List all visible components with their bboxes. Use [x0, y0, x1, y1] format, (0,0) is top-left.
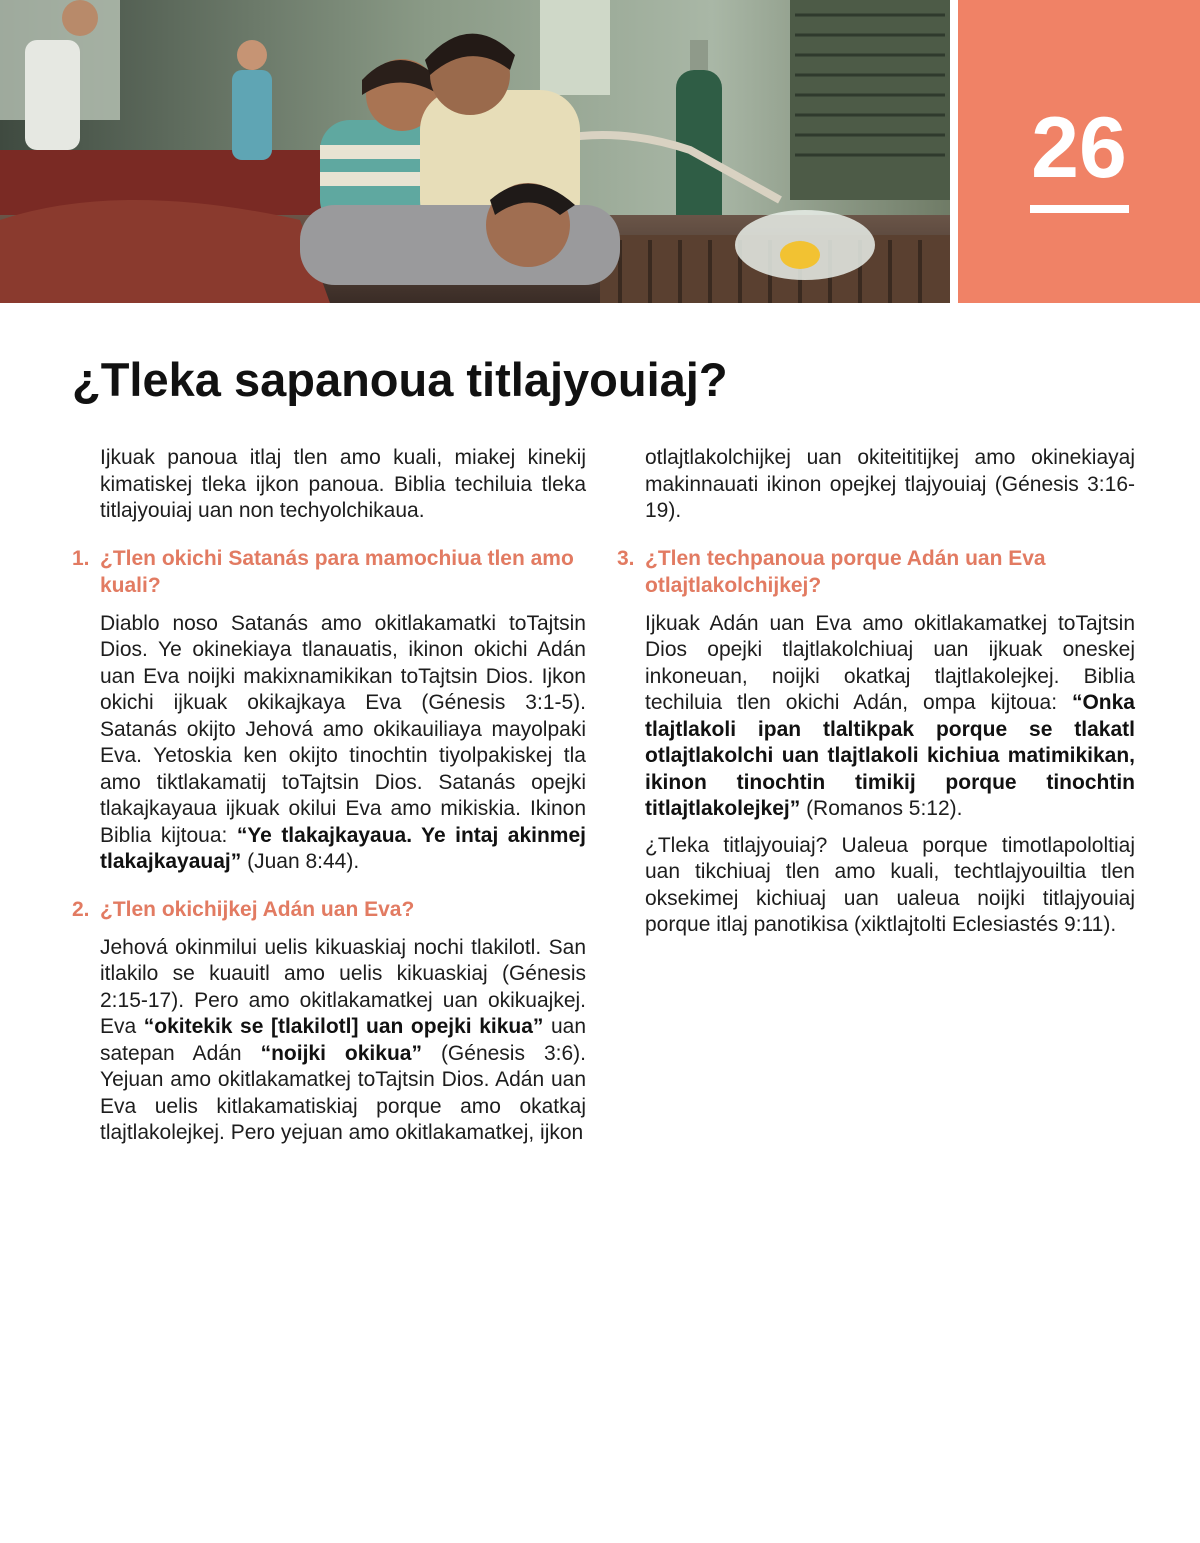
question-text: ¿Tlen okichijkej Adán uan Eva?	[100, 897, 415, 921]
answer-text: (Juan 8:44).	[241, 850, 360, 873]
chapter-rule	[1030, 205, 1129, 213]
question-2	[72, 896, 586, 923]
answer-text: uan satepan Adán	[100, 1015, 586, 1065]
quote-text: “Ye tlakajkayaua. Ye intaj akinmej tlakajkayauaj”	[100, 823, 586, 873]
page-title: ¿Tleka sapanoua titlajyouiaj?	[72, 353, 728, 406]
answer-3-paragraph-2: ¿Tleka titlajyouiaj? Ualeua porque timotlapololtiaj uan tikchiuaj tlen amo kuali, techtlajyouiltia tlen oksekimej kichiuaj uan ualeua noijki titlajyouiaj porque itlaj panotikisa (xiktlajtolti Eclesiastés 9:11).	[645, 833, 1135, 936]
right-column	[617, 445, 1135, 949]
quote-text: “noijki okikua”	[260, 1041, 422, 1065]
answer-2-paragraph	[100, 935, 586, 1147]
quote-text: “Onka tlajtlakoli ipan tlaltikpak porque se tlakatl otlajtlakolchi uan tlajtlakoli kichiua matimikikan, ikinon tinochtin timikij porque tinochtin titlajtlakolejkej”	[645, 691, 1135, 820]
question-number: 2.	[72, 897, 90, 921]
chapter-badge	[958, 0, 1200, 303]
answer-1-paragraph	[100, 611, 586, 876]
question-3	[617, 545, 1135, 599]
answer-text: (Romanos 5:12).	[800, 797, 963, 820]
question-number: 1.	[72, 546, 90, 570]
answer-text: Diablo noso Satanás amo okitlakamatki toTajtsin Dios. Ye okinekiaya tlanauatis, ikinon okichi Adán uan Eva noijki makixnamikikan toTajtsin Dios. Ijkon okichi ijkuak okikajkaya Eva (Génesis 3:1-5). Satanás okijto Jehová amo okikauiliaya mayolpaki Eva. Yetoskia ken okijto tinochtin tiyolpakiskej tla amo tiktlakamatij toTajtsin Dios. Satanás opejki tlakajkayaua ijkuak okilui Eva amo mikiskia. Ikinon Biblia kijtoua:	[100, 611, 586, 847]
question-text: ¿Tlen techpanoua porque Adán uan Eva otlajtlakolchijkej?	[645, 546, 1046, 597]
answer-text: Ijkuak Adán uan Eva amo okitlakamatkej toTajtsin Dios opejki tlajtlakolchiuaj uan ijkuak oneskej inkoneuan, noijki okatkaj tlajtlakolejkej. Biblia techiluia tlen okichi Adán, ompa kijtoua:	[645, 611, 1135, 714]
question-text: ¿Tlen okichi Satanás para mamochiua tlen amo kuali?	[100, 546, 574, 597]
answer-text: (Génesis 3:6). Yejuan amo okitlakamatkej toTajtsin Dios. Adán uan Eva uelis kitlakamatiskiaj porque amo okatkaj tlajtlakolejkej. Pero yejuan amo okitlakamatkej, ijkon	[100, 1041, 586, 1144]
question-number: 3.	[617, 546, 635, 570]
answer-text: Jehová okinmilui uelis kikuaskiaj nochi tlakilotl. San itlakilo se kuauitl amo uelis kikuaskiaj (Génesis 2:15-17). Pero amo okitlakamatkej uan okikuajkej. Eva	[100, 935, 586, 1038]
intro-paragraph: Ijkuak panoua itlaj tlen amo kuali, miakej kinekij kimatiskej tleka ijkon panoua. Biblia techiluia tleka titlajyouiaj uan non techyolchikaua.	[100, 446, 586, 522]
answer-3-paragraph	[645, 611, 1135, 823]
question-1	[72, 545, 586, 599]
quote-text: “okitekik se [tlakilotl] uan opejki kikua”	[143, 1015, 544, 1038]
left-column	[72, 445, 586, 1157]
chapter-number: 26	[1031, 100, 1127, 196]
hero-photo	[0, 0, 950, 303]
hospital-scene-illustration	[0, 0, 950, 303]
answer-2-continued: otlajtlakolchijkej uan okiteititijkej amo okinekiayaj makinnauati ikinon opejkej tlajyouiaj (Génesis 3:16-19).	[645, 446, 1135, 522]
